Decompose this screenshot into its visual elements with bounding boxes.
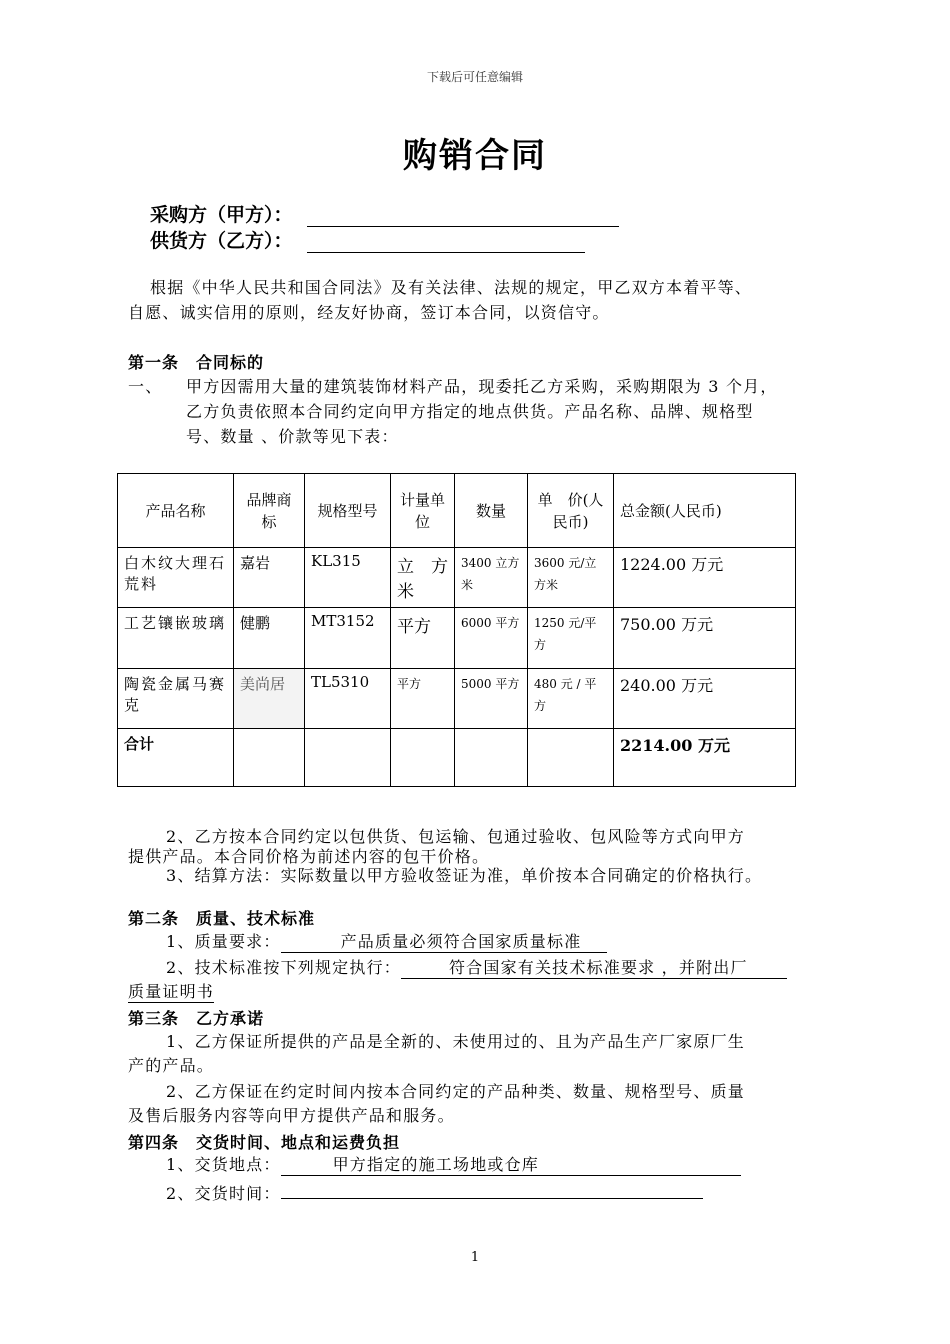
quality-requirement-value: 产品质量必须符合国家质量标准 xyxy=(281,932,607,953)
cell-empty xyxy=(305,728,391,786)
technical-standard-value-2: 质量证明书 xyxy=(128,982,215,1001)
delivery-time-row xyxy=(166,1178,703,1206)
article3-p1-line-1: 1、乙方保证所提供的产品是全新的、未使用过的、且为产品生产厂家原厂生 xyxy=(166,1032,745,1051)
technical-standard-label: 2、技术标准按下列规定执行： xyxy=(166,958,401,977)
buyer-label: 采购方（甲方）： xyxy=(150,204,293,226)
intro-line-1: 根据《中华人民共和国合同法》及有关法律、法规的规定，甲乙双方本着平等、 xyxy=(150,278,753,297)
buyer-blank-line[interactable] xyxy=(307,208,619,227)
cell-total: 750.00 万元 xyxy=(614,608,796,668)
header-note: 下载后可任意编辑 xyxy=(426,70,523,84)
clause-3: 3、结算方法：实际数量以甲方验收签证为准，单价按本合同确定的价格执行。 xyxy=(166,866,763,885)
cell-brand: 健鹏 xyxy=(234,608,305,668)
cell-unit-price: 480 元 / 平方 xyxy=(528,668,614,728)
header-total-amount: 总金额(人民币) xyxy=(614,474,796,548)
cell-unit: 立 方米 xyxy=(391,548,455,608)
delivery-location-row xyxy=(166,1153,741,1177)
table-row xyxy=(118,608,796,668)
header-unit: 计量单位 xyxy=(391,474,455,548)
article1-item-line-1: 甲方因需用大量的建筑装饰材料产品，现委托乙方采购，采购期限为 3 个月， xyxy=(186,377,778,396)
technical-standard-value: 符合国家有关技术标准要求 ，并附出厂 xyxy=(401,958,787,979)
article1-item-number: 一、 xyxy=(128,377,163,396)
cell-sum-value: 2214.00 万元 xyxy=(614,728,796,786)
cell-product-name: 白木纹大理石荒料 xyxy=(118,548,234,608)
header-unit-price: 单 价(人民币) xyxy=(528,474,614,548)
buyer-row xyxy=(150,200,619,227)
cell-sum-label: 合计 xyxy=(118,728,234,786)
cell-unit-price: 3600 元/立方米 xyxy=(528,548,614,608)
article3-p1-line-2: 产的产品。 xyxy=(128,1056,215,1075)
article3-heading: 第三条 乙方承诺 xyxy=(128,1009,265,1028)
cell-unit: 平方 xyxy=(391,668,455,728)
cell-brand: 美尚居 xyxy=(234,668,305,728)
seller-row xyxy=(150,226,585,253)
cell-spec: KL315 xyxy=(305,548,391,608)
article2-heading: 第二条 质量、技术标准 xyxy=(128,909,316,928)
cell-spec: TL5310 xyxy=(305,668,391,728)
product-table xyxy=(117,473,796,787)
cell-unit-price: 1250 元/平方 xyxy=(528,608,614,668)
cell-brand: 嘉岩 xyxy=(234,548,305,608)
cell-empty xyxy=(528,728,614,786)
delivery-time-label: 2、交货时间： xyxy=(166,1184,281,1203)
clause-2-line-1: 2、乙方按本合同约定以包供货、包运输、包通过验收、包风险等方式向甲方 xyxy=(166,827,745,846)
cell-quantity: 6000 平方 xyxy=(455,608,528,668)
cell-product-name: 陶瓷金属马赛克 xyxy=(118,668,234,728)
clause-2-line-2: 提供产品。本合同价格为前述内容的包干价格。 xyxy=(128,847,490,866)
header-product-name: 产品名称 xyxy=(118,474,234,548)
cell-empty xyxy=(455,728,528,786)
article1-item-line-3: 号、数量 、价款等见下表： xyxy=(186,427,399,446)
technical-standard-row xyxy=(166,956,787,980)
cell-quantity: 3400 立方米 xyxy=(455,548,528,608)
article3-p2-line-1: 2、乙方保证在约定时间内按本合同约定的产品种类、数量、规格型号、质量 xyxy=(166,1082,745,1101)
cell-product-name: 工艺镶嵌玻璃 xyxy=(118,608,234,668)
article1-heading: 第一条 合同标的 xyxy=(128,353,265,372)
cell-total: 1224.00 万元 xyxy=(614,548,796,608)
table-row xyxy=(118,668,796,728)
technical-standard-row-2 xyxy=(128,980,214,1004)
article3-p2-line-2: 及售后服务内容等向甲方提供产品和服务。 xyxy=(128,1106,455,1125)
cell-unit: 平方 xyxy=(391,608,455,668)
cell-empty xyxy=(391,728,455,786)
quality-requirement-label: 1、质量要求： xyxy=(166,932,281,951)
header-spec: 规格型号 xyxy=(305,474,391,548)
header-quantity: 数量 xyxy=(455,474,528,548)
cell-empty xyxy=(234,728,305,786)
delivery-location-label: 1、交货地点： xyxy=(166,1155,281,1174)
cell-spec: MT3152 xyxy=(305,608,391,668)
seller-label: 供货方（乙方）： xyxy=(150,230,293,252)
table-row xyxy=(118,548,796,608)
table-sum-row xyxy=(118,728,796,786)
document-title: 购销合同 xyxy=(403,136,547,176)
page-number: 1 xyxy=(470,1250,480,1265)
intro-line-2: 自愿、诚实信用的原则，经友好协商，签订本合同，以资信守。 xyxy=(128,303,610,322)
cell-quantity: 5000 平方 xyxy=(455,668,528,728)
cell-total: 240.00 万元 xyxy=(614,668,796,728)
article4-heading: 第四条 交货时间、地点和运费负担 xyxy=(128,1133,401,1152)
article1-item-line-2: 乙方负责依照本合同约定向甲方指定的地点供货。产品名称、品牌、规格型 xyxy=(186,402,754,421)
delivery-time-blank-line[interactable] xyxy=(281,1178,703,1199)
table-header-row xyxy=(118,474,796,548)
seller-blank-line[interactable] xyxy=(307,234,585,253)
header-brand: 品牌商标 xyxy=(234,474,305,548)
delivery-location-value: 甲方指定的施工场地或仓库 xyxy=(281,1155,741,1176)
quality-requirement-row xyxy=(166,930,607,954)
